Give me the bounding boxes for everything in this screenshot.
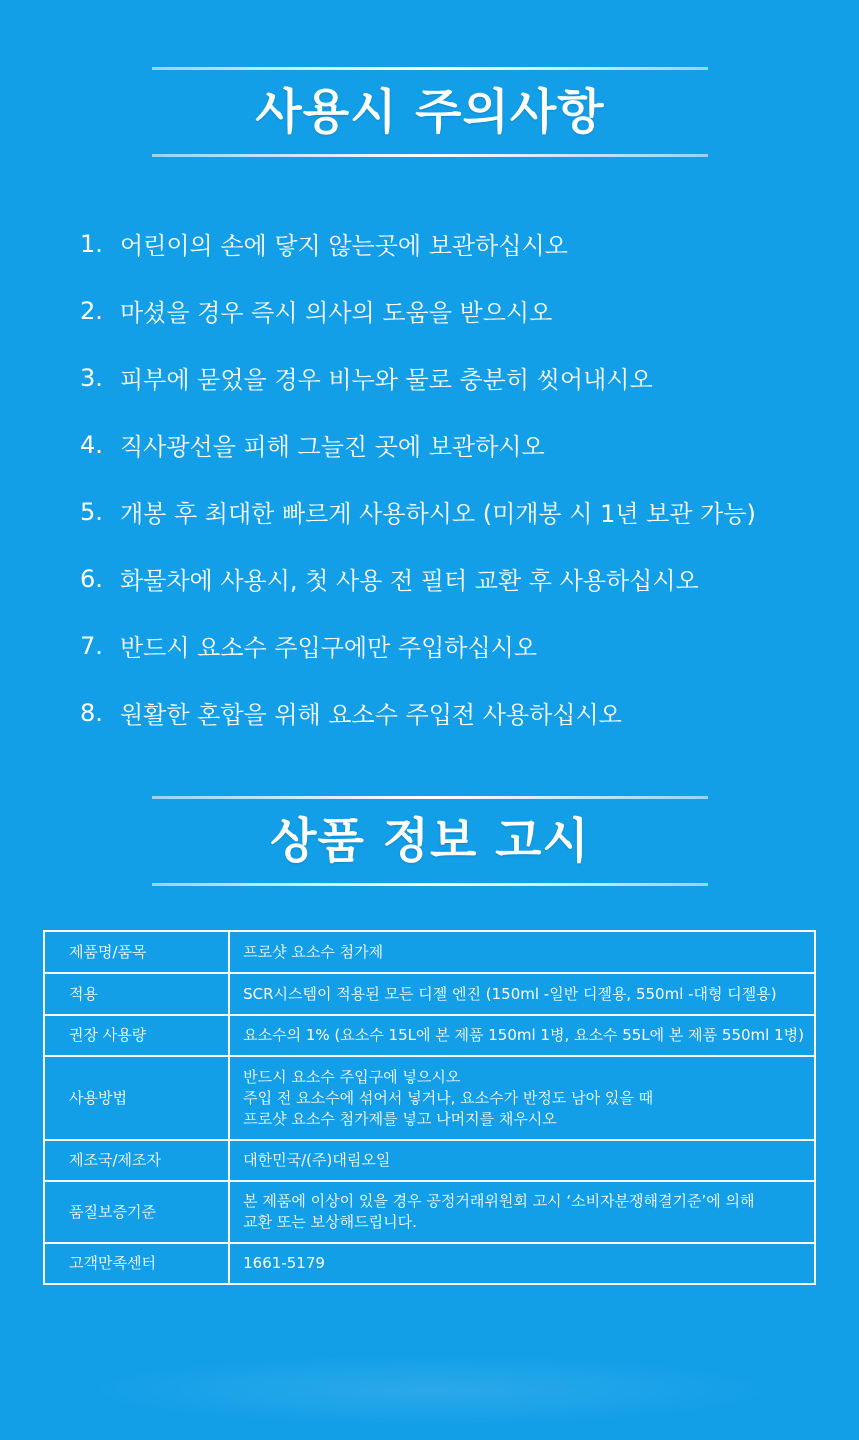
caution-number: 6. — [80, 564, 103, 593]
caution-item — [80, 344, 840, 411]
title-bottom-divider — [152, 883, 708, 886]
caution-item — [80, 411, 840, 478]
row-label: 적용 — [44, 973, 229, 1015]
caution-item — [80, 478, 840, 545]
caution-text: 반드시 요소수 주입구에만 주입하십시오 — [120, 634, 538, 662]
product-info-title-block — [152, 796, 708, 886]
caution-text: 원활한 혼합을 위해 요소수 주입전 사용하십시오 — [120, 701, 622, 729]
title-bottom-divider — [152, 154, 708, 157]
table-row — [44, 1140, 815, 1181]
table-row — [44, 1056, 815, 1140]
row-value: 본 제품에 이상이 있을 경우 공정거래위원회 고시 ‘소비자분쟁해결기준’에 의해 교환 또는 보상해드립니다. — [229, 1181, 815, 1243]
row-label: 사용방법 — [44, 1056, 229, 1140]
caution-text: 화물차에 사용시, 첫 사용 전 필터 교환 후 사용하십시오 — [120, 567, 699, 595]
cautions-title-block — [152, 67, 708, 157]
caution-number: 3. — [80, 363, 103, 392]
caution-item — [80, 277, 840, 344]
table-row — [44, 1181, 815, 1243]
cautions-list — [80, 210, 840, 746]
row-value: 대한민국/(주)대림오일 — [229, 1140, 815, 1181]
table-row — [44, 1015, 815, 1056]
caution-text: 어린이의 손에 닿지 않는곳에 보관하십시오 — [120, 232, 568, 260]
row-value: 1661-5179 — [229, 1243, 815, 1284]
row-value: 반드시 요소수 주입구에 넣으시오 주입 전 요소수에 섞어서 넣거나, 요소수가 반정도 남아 있을 때 프로샷 요소수 첨가제를 넣고 나머지를 채우시오 — [229, 1056, 815, 1140]
row-value: 프로샷 요소수 첨가제 — [229, 931, 815, 973]
row-value: SCR시스템이 적용된 모든 디젤 엔진 (150ml -일반 디젤용, 550ml -대형 디젤용) — [229, 973, 815, 1015]
table-row — [44, 973, 815, 1015]
caution-text: 개봉 후 최대한 빠르게 사용하시오 (미개봉 시 1년 보관 가능) — [120, 500, 756, 528]
cautions-title: 사용시 주의사항 — [255, 84, 605, 140]
caution-number: 5. — [80, 497, 103, 526]
row-label: 제품명/품목 — [44, 931, 229, 973]
row-value: 요소수의 1% (요소수 15L에 본 제품 150ml 1병, 요소수 55L에 본 제품 550ml 1병) — [229, 1015, 815, 1056]
caution-item — [80, 210, 840, 277]
row-label: 고객만족센터 — [44, 1243, 229, 1284]
product-info-title: 상품 정보 고시 — [270, 813, 590, 869]
table-row — [44, 1243, 815, 1284]
caution-item — [80, 612, 840, 679]
row-label: 제조국/제조자 — [44, 1140, 229, 1181]
caution-item — [80, 545, 840, 612]
table-row — [44, 931, 815, 973]
caution-text: 마셨을 경우 즉시 의사의 도움을 받으시오 — [120, 299, 553, 327]
row-label: 품질보증기준 — [44, 1181, 229, 1243]
bottom-decoration — [90, 1355, 770, 1425]
caution-number: 7. — [80, 631, 103, 660]
caution-number: 2. — [80, 296, 103, 325]
row-label: 권장 사용량 — [44, 1015, 229, 1056]
product-info-table — [43, 930, 816, 1285]
caution-number: 4. — [80, 430, 103, 459]
caution-number: 8. — [80, 698, 103, 727]
caution-text: 피부에 묻었을 경우 비누와 물로 충분히 씻어내시오 — [120, 366, 653, 394]
caution-number: 1. — [80, 229, 103, 258]
caution-item — [80, 679, 840, 746]
caution-text: 직사광선을 피해 그늘진 곳에 보관하시오 — [120, 433, 545, 461]
